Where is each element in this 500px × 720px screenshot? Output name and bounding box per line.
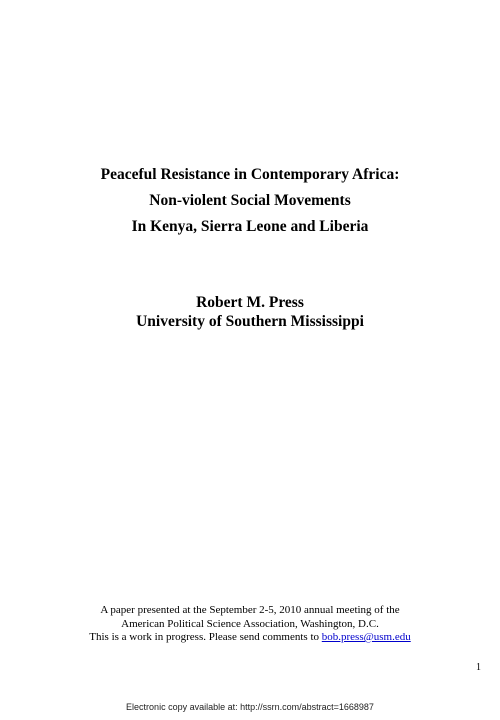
paper-title — [0, 162, 500, 240]
page-number: 1 — [476, 662, 481, 673]
author-affiliation: University of Southern Mississippi — [136, 313, 364, 330]
author-name: Robert M. Press — [196, 294, 304, 311]
author-block — [0, 293, 500, 331]
title-line-2: Non-violent Social Movements — [149, 192, 351, 209]
note-line-3 — [0, 631, 500, 645]
note-line-2: American Political Science Association, Washington, D.C. — [121, 617, 379, 630]
presentation-note — [0, 604, 500, 645]
note-line-1: A paper presented at the September 2-5, 2010 annual meeting of the — [100, 604, 400, 616]
title-line-1: Peaceful Resistance in Contemporary Africa: — [100, 166, 400, 183]
email-link[interactable]: bob.press@usm.edu — [321, 631, 411, 643]
ssrn-footer: Electronic copy available at: http://ssrn.com/abstract=1668987 — [126, 702, 374, 712]
title-line-3: In Kenya, Sierra Leone and Liberia — [131, 218, 369, 235]
note-line-3-text: This is a work in progress. Please send comments to — [89, 631, 322, 643]
